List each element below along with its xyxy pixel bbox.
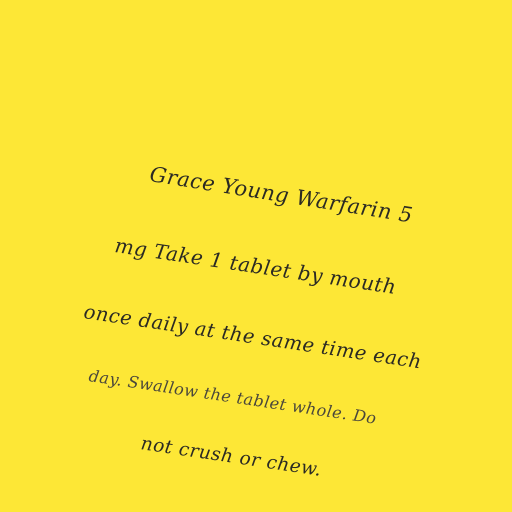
label-line-swallow-instruction: day. Swallow the tablet whole. Do <box>87 366 378 428</box>
label-line-frequency: once daily at the same time each <box>82 300 424 374</box>
label-line-dose-instruction: mg Take 1 tablet by mouth <box>113 233 399 299</box>
label-line-patient-drug: Grace Young Warfarin 5 <box>148 162 415 228</box>
label-line-warning: not crush or chew. <box>139 433 323 481</box>
